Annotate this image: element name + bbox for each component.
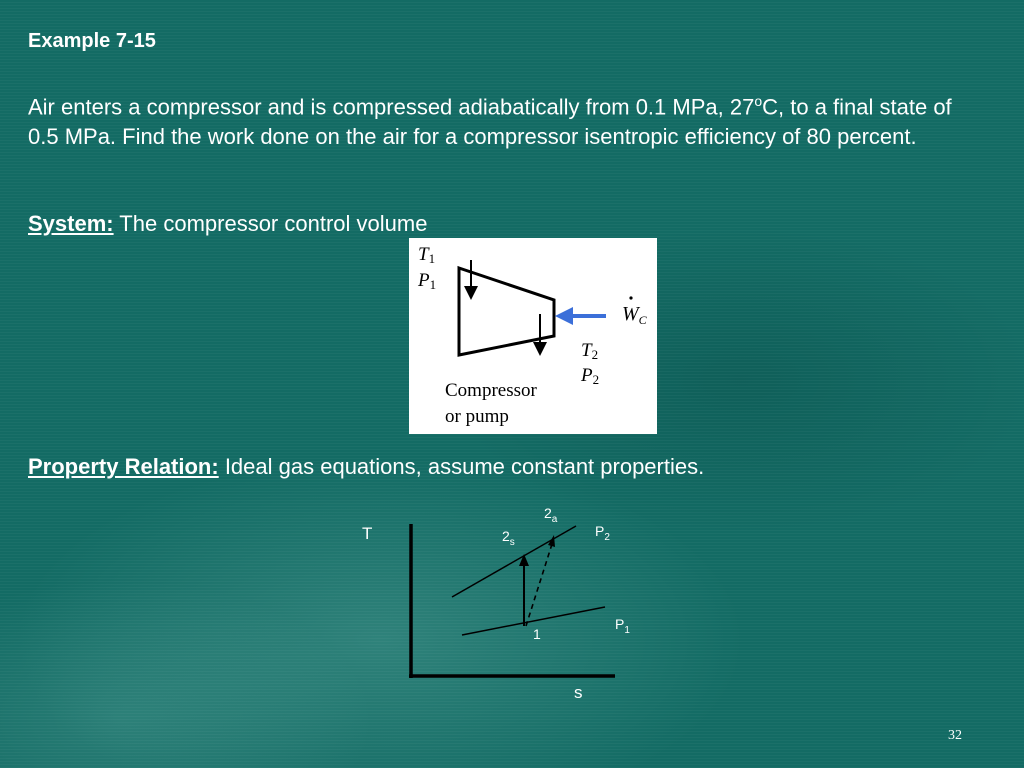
state-2a-label: 2 — [544, 505, 552, 521]
state-2s-label: 2 — [502, 528, 510, 544]
inlet-arrowhead — [464, 286, 478, 300]
svg-text:WC — [622, 303, 648, 327]
actual-process-line — [526, 544, 552, 626]
svg-text:P2 — [580, 365, 599, 387]
inlet-pressure-sub: 1 — [429, 277, 437, 292]
property-text: Ideal gas equations, assume constant properties. — [218, 454, 705, 479]
t-axis-label: T — [362, 524, 373, 543]
outlet-temperature-sub: 2 — [591, 347, 599, 362]
system-text: The compressor control volume — [113, 211, 428, 236]
svg-text:2a — [544, 505, 558, 525]
outlet-pressure-label: P — [581, 365, 593, 386]
p2-sub: 2 — [604, 532, 610, 543]
state-2s-sub: s — [509, 537, 515, 548]
page-number: 32 — [948, 728, 962, 743]
outlet-pressure-sub: 2 — [592, 372, 600, 387]
caption-line1: Compressor — [445, 380, 537, 401]
inlet-temperature-label: T — [418, 244, 429, 265]
svg-text:T1 — [418, 244, 435, 266]
slide-title: Example 7-15 — [28, 30, 156, 52]
s-axis-label: s — [574, 683, 583, 702]
property-label: Property Relation: — [28, 454, 219, 479]
p2-label: P — [595, 523, 605, 539]
p1-label: P — [615, 616, 625, 632]
inlet-temperature-sub: 1 — [428, 251, 436, 266]
isentropic-arrowhead — [519, 554, 529, 566]
state-2a-sub: a — [551, 514, 558, 525]
compressor-diagram — [409, 238, 657, 434]
caption-line2: or pump — [445, 406, 509, 427]
compressor-figure — [409, 238, 657, 434]
outlet-arrowhead — [533, 342, 547, 356]
svg-text:2s — [502, 528, 515, 548]
problem-text-part1: Air enters a compressor and is compressed adiabatically from 0.1 MPa, 27 — [28, 94, 755, 120]
p1-sub: 1 — [624, 625, 630, 636]
work-label: W — [622, 303, 639, 325]
ts-diagram-svg — [355, 502, 635, 707]
system-label: System: — [28, 211, 114, 236]
work-arrowhead — [555, 307, 573, 325]
problem-statement — [28, 86, 988, 152]
problem-text-part2: C, to a final state of 0.5 MPa. Find the work done on the air for a compressor isentropic efficiency of 80 percent. — [28, 94, 952, 150]
svg-text:P1 — [417, 270, 436, 292]
outlet-temperature-label: T — [581, 340, 592, 361]
property-line — [28, 452, 704, 482]
work-dot-icon — [629, 296, 632, 299]
state-1-label: 1 — [533, 626, 541, 642]
svg-text:T2 — [581, 340, 598, 362]
system-line — [28, 209, 427, 239]
ts-diagram — [355, 502, 635, 712]
svg-text:P1 — [615, 616, 630, 636]
inlet-pressure-label: P — [418, 270, 430, 291]
work-sub: C — [638, 313, 647, 327]
svg-text:P2 — [595, 523, 610, 543]
degree-superscript: o — [754, 93, 763, 109]
